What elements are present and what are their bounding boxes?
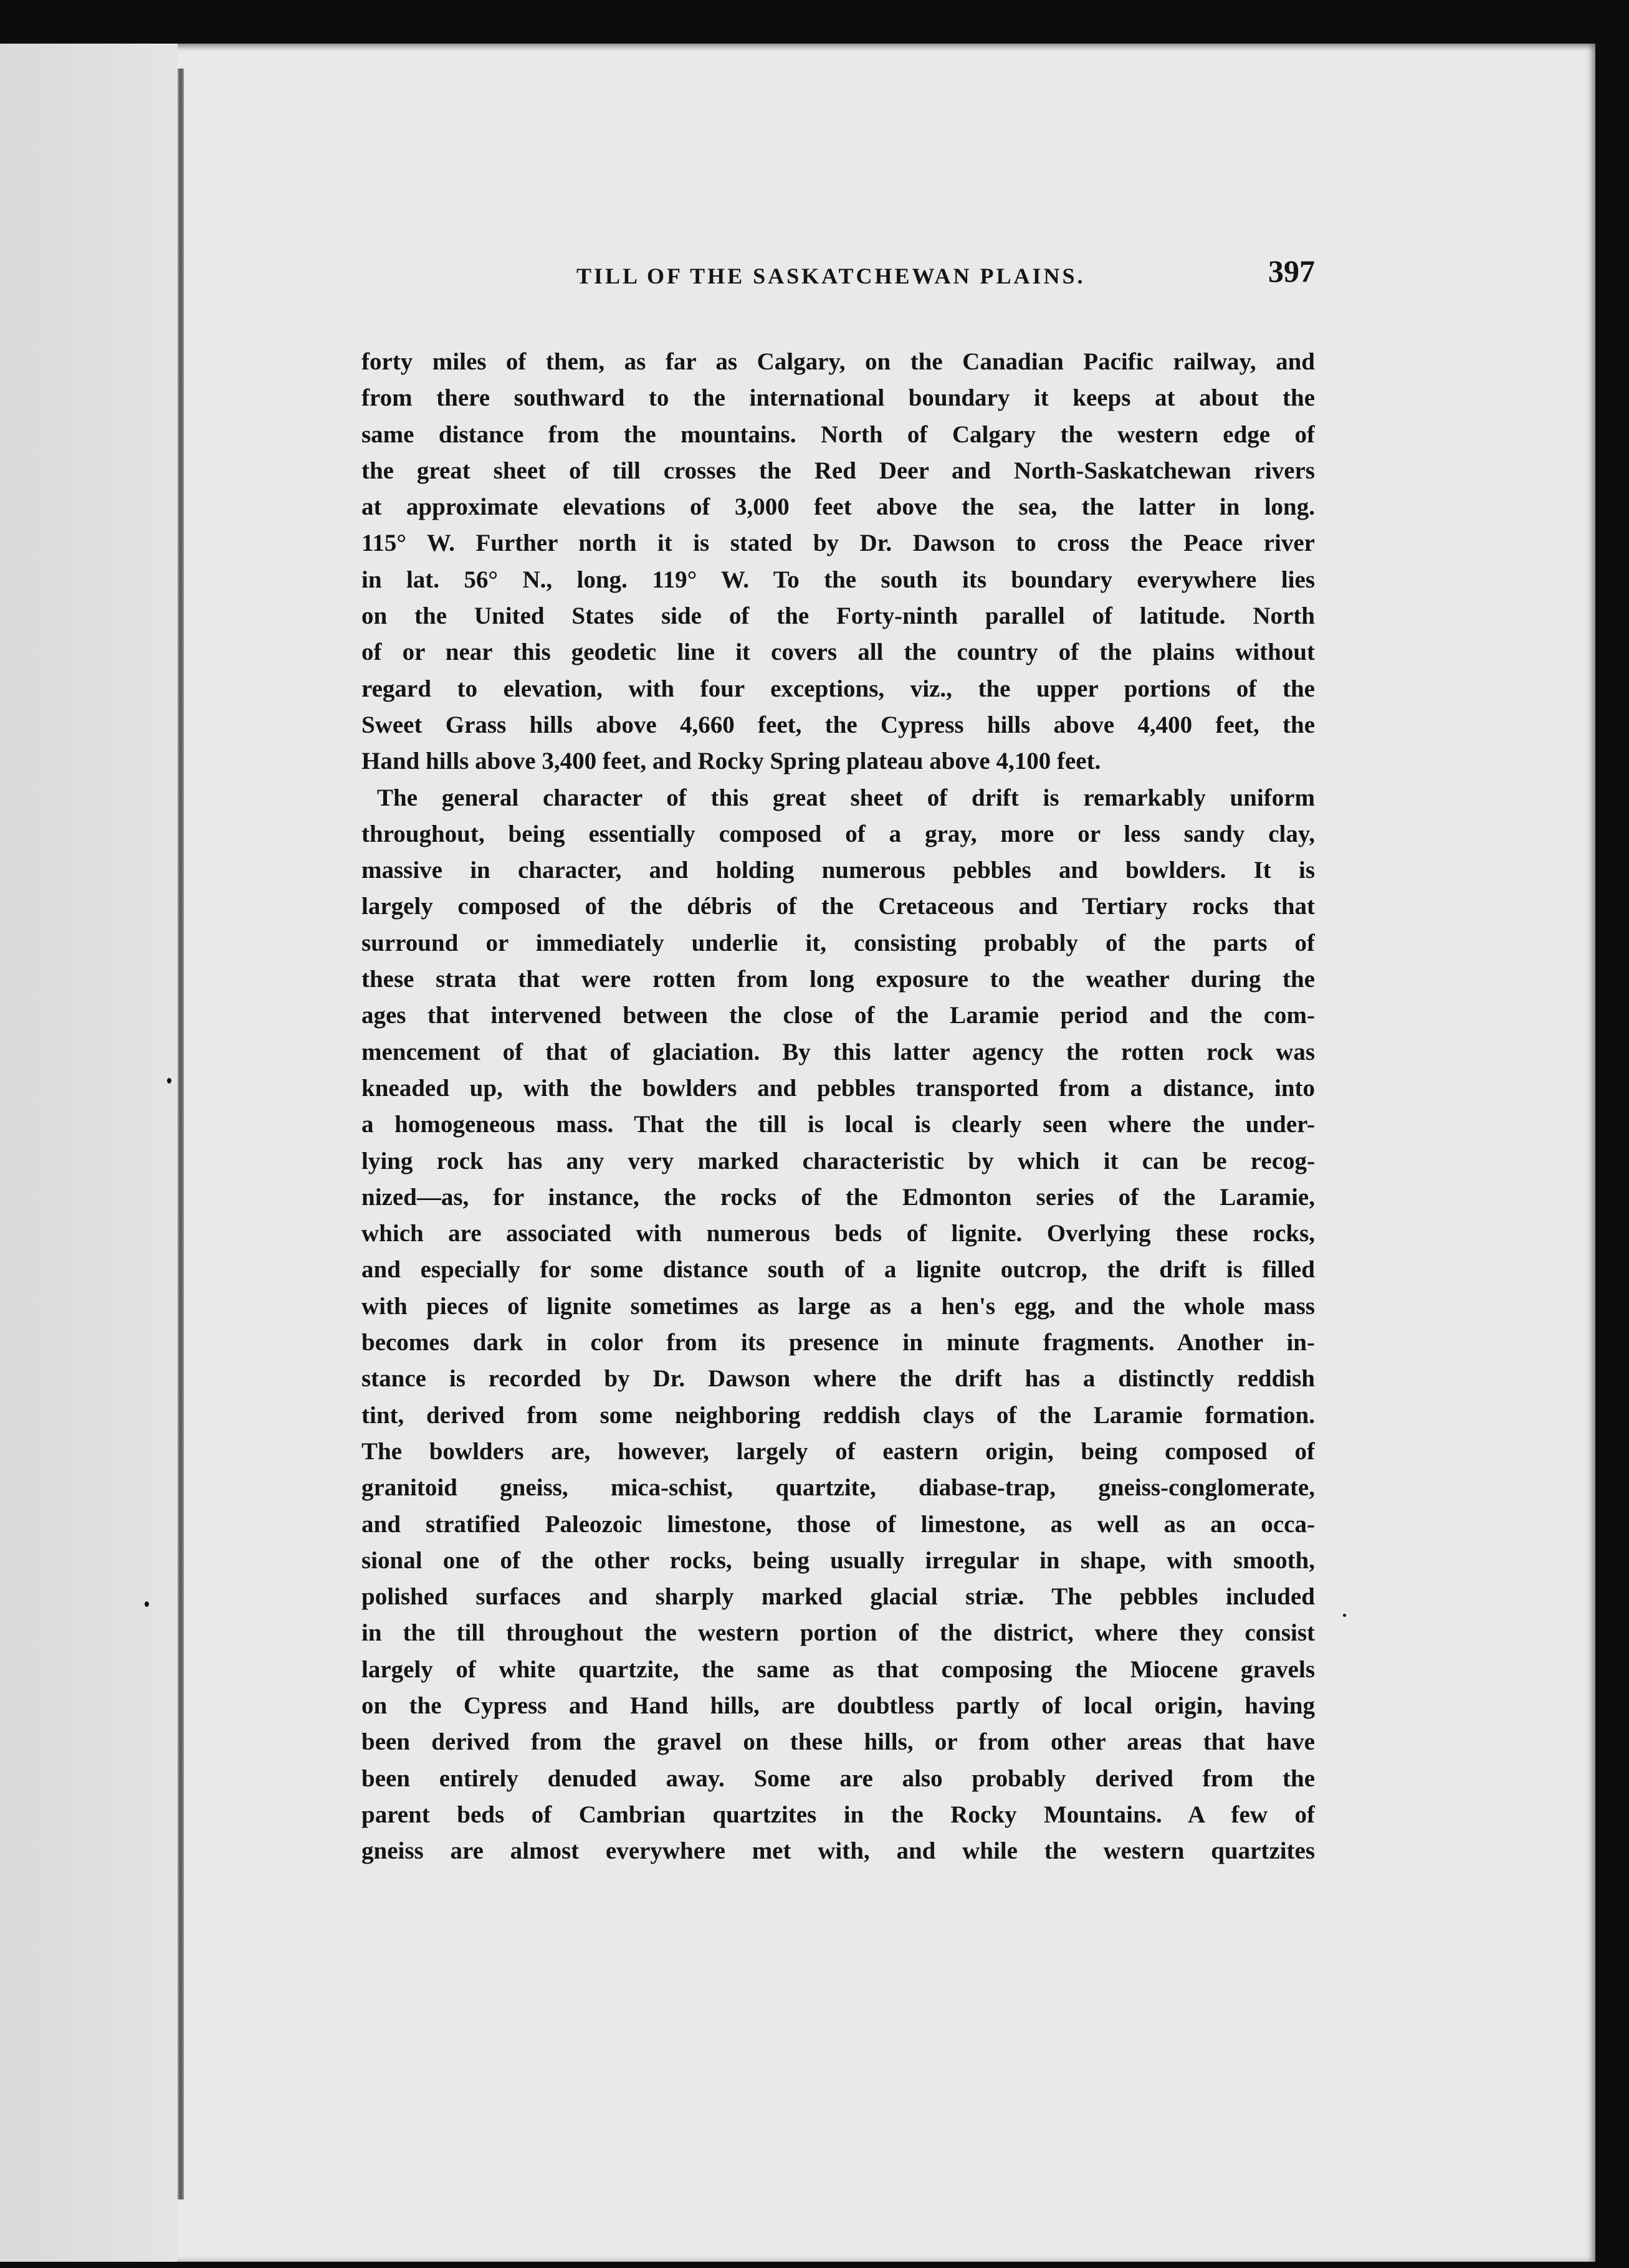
text-line: and stratified Paleozoic limestone, those of limestone, as well as an occa-: [361, 1510, 1315, 1538]
text-line: on the United States side of the Forty-ninth parallel of latitude. North: [361, 603, 1315, 630]
text-line: nized—as, for instance, the rocks of the Edmonton series of the Laramie,: [361, 1183, 1315, 1211]
text-line: of or near this geodetic line it covers all the country of the plains without: [361, 639, 1315, 666]
text-line: largely of white quartzite, the same as that composing the Miocene gravels: [361, 1656, 1315, 1683]
page-number: 397: [1268, 254, 1315, 288]
text-line: same distance from the mountains. North of Calgary the western edge of: [361, 421, 1315, 448]
page-header: [361, 250, 1315, 300]
text-line: in the till throughout the western portion of the district, where they consist: [361, 1619, 1315, 1647]
text-line: gneiss are almost everywhere met with, and while the western quartzites: [361, 1837, 1315, 1865]
text-line: kneaded up, with the bowlders and pebbles transported from a distance, into: [361, 1074, 1315, 1102]
text-line: a homogeneous mass. That the till is local is clearly seen where the under-: [361, 1111, 1315, 1138]
text-line: The bowlders are, however, largely of eastern origin, being composed of: [361, 1437, 1315, 1465]
text-line: mencement of that of glaciation. By this latter agency the rotten rock was: [361, 1038, 1315, 1065]
text-line: in lat. 56° N., long. 119° W. To the south its boundary everywhere lies: [361, 566, 1315, 593]
text-line: tint, derived from some neighboring reddish clays of the Laramie formation.: [361, 1401, 1315, 1429]
ink-speck: [167, 1078, 171, 1084]
body-text: [361, 344, 1315, 1869]
text-line: 115° W. Further north it is stated by Dr. Dawson to cross the Peace river: [361, 530, 1315, 557]
text-line: throughout, being essentially composed of a gray, more or less sandy clay,: [361, 820, 1315, 847]
page-gutter-shadow: [0, 44, 178, 2262]
text-line: surround or immediately underlie it, consisting probably of the parts of: [361, 929, 1315, 956]
text-line: granitoid gneiss, mica-schist, quartzite, diabase-trap, gneiss-conglomerate,: [361, 1474, 1315, 1502]
text-line: massive in character, and holding numerous pebbles and bowlders. It is: [361, 857, 1315, 884]
text-line: largely composed of the débris of the Cretaceous and Tertiary rocks that: [361, 893, 1315, 920]
text-line: becomes dark in color from its presence in minute fragments. Another in-: [361, 1329, 1315, 1356]
ink-speck: [1343, 1614, 1346, 1617]
text-line: which are associated with numerous beds of lignite. Overlying these rocks,: [361, 1220, 1315, 1247]
text-line: on the Cypress and Hand hills, are doubtless partly of local origin, having: [361, 1692, 1315, 1719]
text-line: Hand hills above 3,400 feet, and Rocky Spring plateau above 4,100 feet.: [361, 748, 1101, 775]
text-line: the great sheet of till crosses the Red Deer and North-Saskatchewan rivers: [361, 457, 1315, 484]
text-line: polished surfaces and sharply marked glacial striæ. The pebbles included: [361, 1583, 1315, 1611]
text-line: from there southward to the international boundary it keeps at about the: [361, 384, 1315, 412]
ink-speck: [145, 1601, 149, 1607]
text-line: parent beds of Cambrian quartzites in the Rocky Mountains. A few of: [361, 1801, 1315, 1828]
binding-gutter-line: [178, 69, 184, 2199]
text-line: The general character of this great sheet of drift is remarkably uniform: [377, 784, 1315, 811]
text-line: with pieces of lignite sometimes as large as a hen's egg, and the whole mass: [361, 1292, 1315, 1320]
text-line: ages that intervened between the close of the Laramie period and the com-: [361, 1002, 1315, 1029]
text-line: these strata that were rotten from long exposure to the weather during the: [361, 966, 1315, 993]
text-line: been entirely denuded away. Some are also probably derived from the: [361, 1765, 1315, 1792]
text-line: at approximate elevations of 3,000 feet above the sea, the latter in long.: [361, 493, 1315, 521]
text-line: and especially for some distance south of a lignite outcrop, the drift is filled: [361, 1256, 1315, 1284]
text-line: regard to elevation, with four exceptions, viz., the upper portions of the: [361, 675, 1315, 702]
text-line: forty miles of them, as far as Calgary, on the Canadian Pacific railway, and: [361, 348, 1315, 375]
text-line: been derived from the gravel on these hills, or from other areas that have: [361, 1728, 1315, 1756]
running-head: TILL OF THE SASKATCHEWAN PLAINS.: [576, 264, 1086, 288]
text-line: stance is recorded by Dr. Dawson where the drift has a distinctly reddish: [361, 1365, 1315, 1393]
text-line: lying rock has any very marked characteristic by which it can be recog-: [361, 1147, 1315, 1174]
text-line: Sweet Grass hills above 4,660 feet, the Cypress hills above 4,400 feet, the: [361, 711, 1315, 738]
text-line: sional one of the other rocks, being usually irregular in shape, with smooth,: [361, 1546, 1315, 1574]
